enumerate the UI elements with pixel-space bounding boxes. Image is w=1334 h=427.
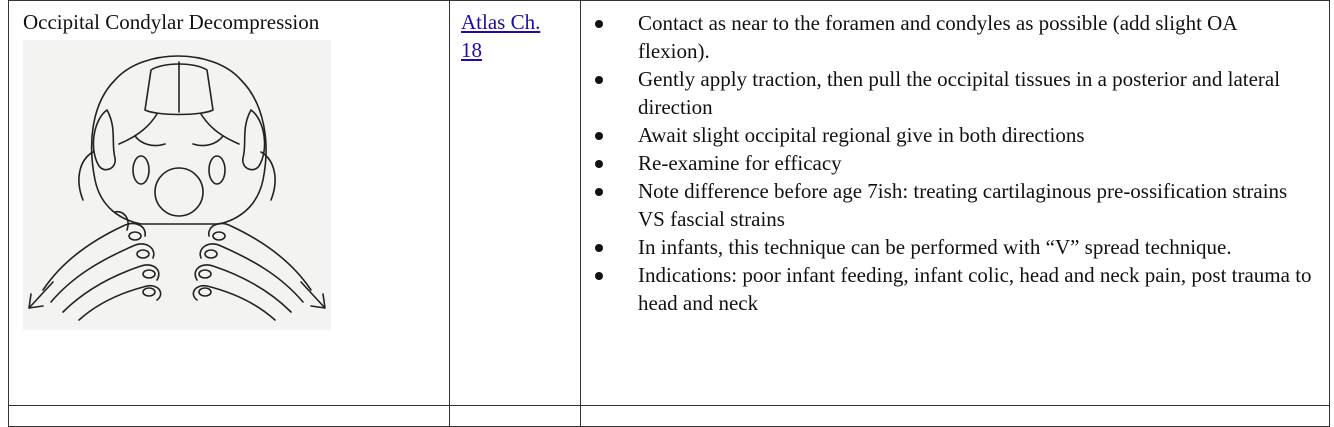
bullet-icon: [595, 132, 603, 140]
empty-cell: [581, 406, 1330, 427]
step-text: Indications: poor infant feeding, infant colic, head and neck pain, post trauma to head and neck: [638, 263, 1312, 315]
list-item: [581, 177, 1319, 233]
steps-cell: [581, 1, 1330, 406]
hands-cradling-skull-illustration: [23, 40, 331, 330]
technique-table: [8, 0, 1330, 427]
list-item: [581, 261, 1319, 317]
bullet-icon: [595, 244, 603, 252]
step-text: Note difference before age 7ish: treating cartilaginous pre-ossification strains VS fascial strains: [638, 179, 1288, 231]
list-item: [581, 233, 1319, 261]
empty-cell: [9, 406, 450, 427]
empty-cell: [450, 406, 581, 427]
step-text: Contact as near to the foramen and condyles as possible (add slight OA flexion).: [638, 11, 1237, 63]
reference-cell: [450, 1, 581, 406]
steps-list: [581, 1, 1329, 317]
bullet-icon: [595, 76, 603, 84]
step-text: Re-examine for efficacy: [638, 151, 842, 175]
step-text: Await slight occipital regional give in both directions: [638, 123, 1085, 147]
atlas-chapter-link[interactable]: Atlas Ch. 18: [461, 10, 541, 62]
step-text: In infants, this technique can be performed with “V” spread technique.: [638, 235, 1232, 259]
table-row: [9, 406, 1330, 427]
bullet-icon: [595, 20, 603, 28]
technique-name: Occipital Condylar Decompression: [23, 10, 320, 34]
bullet-icon: [595, 188, 603, 196]
list-item: [581, 149, 1319, 177]
table-row: [9, 1, 1330, 406]
technique-cell: [9, 1, 450, 406]
bullet-icon: [595, 160, 603, 168]
list-item: [581, 65, 1319, 121]
list-item: [581, 9, 1319, 65]
step-text: Gently apply traction, then pull the occipital tissues in a posterior and lateral direction: [638, 67, 1281, 119]
list-item: [581, 121, 1319, 149]
technique-table-container: [8, 0, 1326, 413]
bullet-icon: [595, 272, 603, 280]
